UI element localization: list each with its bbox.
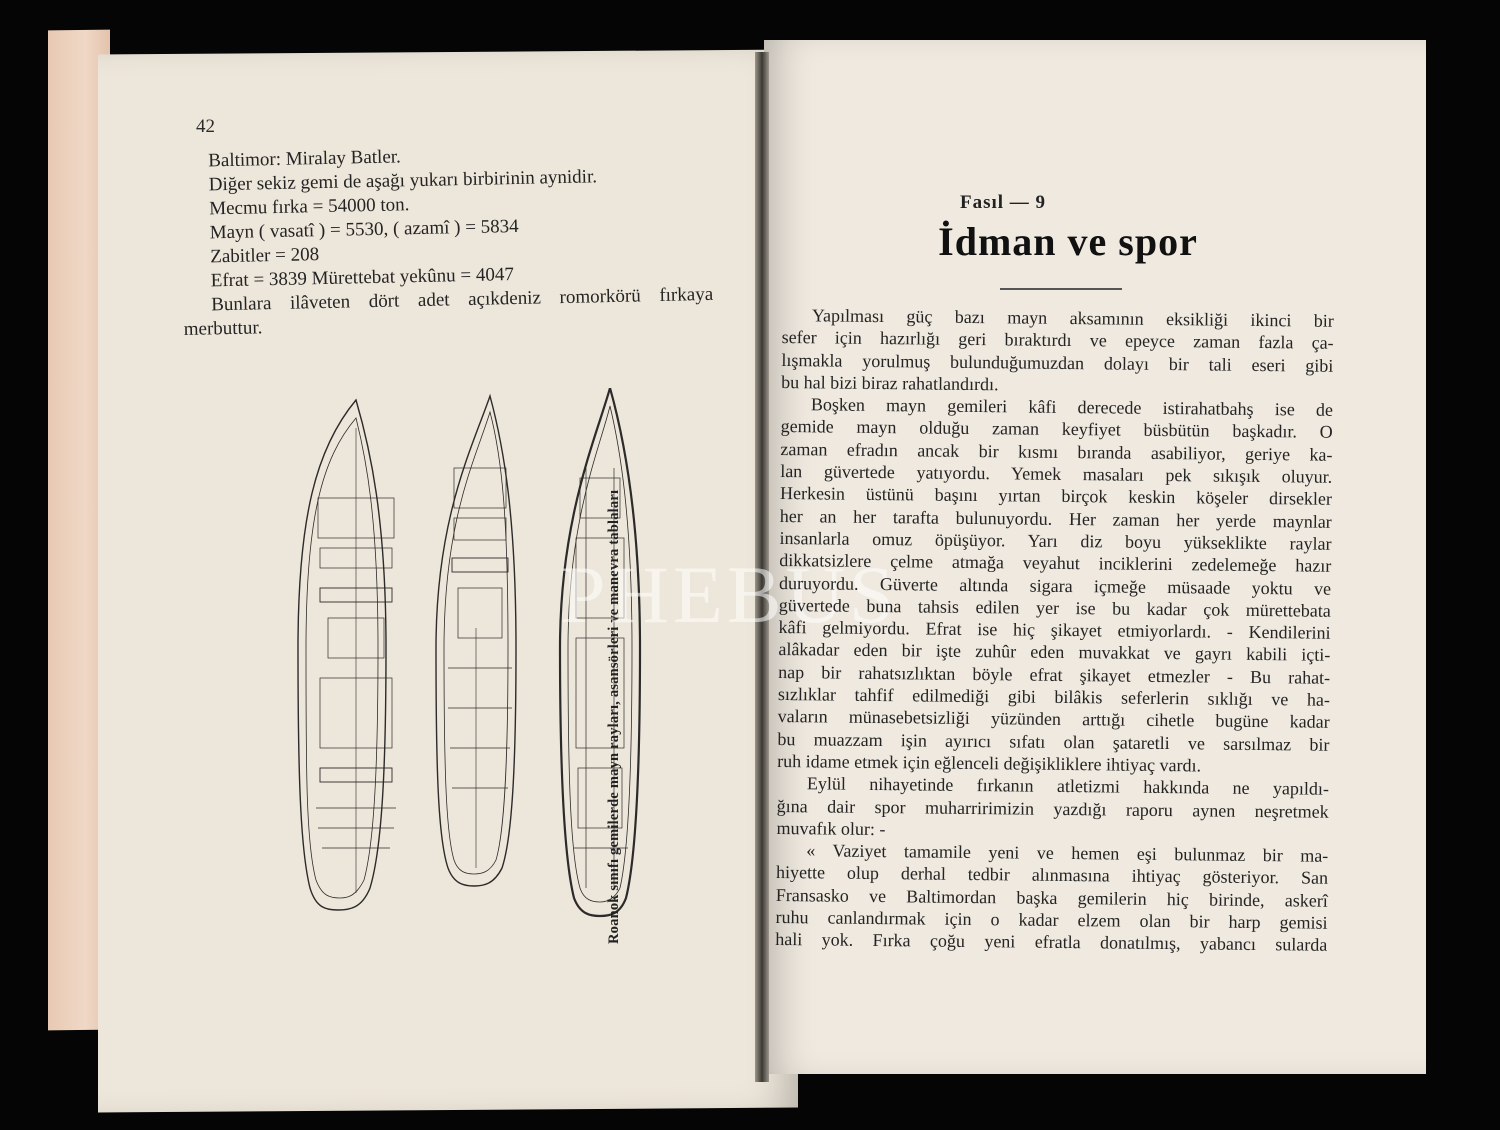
right-page-text-line: Herkesin üstünü başını yırtan birçok keskin köşeler dirsekler <box>779 483 1333 510</box>
right-page-text-line: Eylül nihayetinde fırkanın atletizmi hakkında ne yapıldı- <box>806 773 1330 799</box>
right-page-text-line: sızlıklar tahfif edilmediği gibi bilâkis seferlerin sıklığı ve ha- <box>777 684 1330 710</box>
page-number: 42 <box>196 116 215 137</box>
left-page-text-line: merbuttur. <box>183 317 263 340</box>
right-page-text-line: lan güvertede yatıyordu. Yemek masaları pek sıkışık oluyur. <box>780 461 1333 487</box>
deck-plan-3 <box>560 388 640 916</box>
chapter-label: Fasıl — 9 <box>960 192 1047 213</box>
right-page-text-line: Fransasko ve Baltimordan başka gemilerin hiç birinde, askerî <box>775 884 1328 911</box>
left-page-text-line: Efrat = 3839 Mürettebat yekûnu = 4047 <box>210 264 515 292</box>
watermark: PHEBUS <box>560 549 899 640</box>
right-page-text-line: güvertede buna tahsis edilen yer ise bu kadar çok mürettebata <box>778 594 1331 621</box>
right-page-text-line: kâfi gelmiyordu. Efrat ise hiç şikayet etmiyorlardı. - Kendilerini <box>778 617 1331 643</box>
right-page-text-line: ğına dair spor muharririmizin yazdığı raporu aynen neşretmek <box>776 795 1329 822</box>
right-page-text-line: muvafık olur: - <box>776 817 886 839</box>
right-page-text-line: sefer için hazırlığı geri bıraktırdı ve epeyce zaman fazla ça- <box>781 327 1334 354</box>
right-page-text-line: hiyette olup derhal tedbir alınmasına ihtiyaç gösteriyor. San <box>775 862 1329 889</box>
right-page-text-line: gemide mayn olduğu zaman keyfiyet büsbütün başkadır. O <box>780 416 1333 443</box>
left-page-text <box>180 139 714 342</box>
left-page-text-line: Mayn ( vasatî ) = 5530, ( azamî ) = 5834 <box>209 215 519 244</box>
right-page-text-line: her an her tarafta bulunuyordu. Her zaman her yerde maynlar <box>779 505 1332 532</box>
right-page-text-line: alâkadar eden bir işte zuhûr eden muvakkat ve gayrı kabili içti- <box>778 639 1331 666</box>
deck-plan-2 <box>436 396 516 886</box>
deck-plan-1 <box>298 400 396 910</box>
right-page-text-line: bu muazzam işin ayırıcı sıfatı olan şataretli ve sarsılmaz bir <box>777 728 1330 755</box>
right-page-text-line: nap bir rahatsızlıktan böyle efrat şikayet etmezler - Bu rahat- <box>778 661 1331 688</box>
right-page-text-line: vaların münasebetsizliği yüzünden arttığı cihetle bugüne kadar <box>777 706 1330 733</box>
right-page-text-line: insanlarla omuz öpüşüyor. Yarı diz boyu yükseklikte raylar <box>779 527 1332 554</box>
figure-caption: Roanok sınıfı gemilerde mayn rayları, asansörleri ve manevra tablaları <box>606 489 622 944</box>
right-page-text-line: zaman efradın ancak bir kısmı bıranda asabiliyor, geriye ka- <box>780 438 1333 465</box>
right-page-text <box>775 304 1334 956</box>
right-page-text-line: dikkatsizlere çelme atmağa veyahut inciklerini zedelemeğe hazır <box>779 550 1332 577</box>
right-page-text-line: lışmakla yorulmuş bulunduğumuzdan dolayı bir tali eseri gibi <box>781 349 1334 376</box>
left-page-text-line: Baltimor: Miralay Batler. <box>208 146 402 172</box>
title-rule <box>1000 288 1122 290</box>
right-page-text-line: Yapılması güç bazı mayn aksamının eksikliği ikinci bir <box>811 305 1334 331</box>
right-page-text-line: bu hal bizi biraz rahatlandırdı. <box>781 371 999 395</box>
right-page-text-line: duruyordu. Güverte altında sigara içmeğe müsaade yoktu ve <box>778 572 1332 599</box>
right-page-text-line: « Vaziyet tamamile yeni ve hemen eşi bulunmaz bir ma- <box>806 840 1329 866</box>
left-page-text-line: Bunlara ilâveten dört adet açıkdeniz romorkörü fırkaya <box>211 283 714 316</box>
left-page-text-line: Zabitler = 208 <box>210 244 320 268</box>
left-page-text-line: Mecmu fırka = 54000 ton. <box>209 194 410 220</box>
chapter-title: İdman ve spor <box>938 219 1198 264</box>
right-page-text-line: hali yok. Fırka çoğu yeni efratla donatılmış, yabancı sularda <box>775 929 1328 956</box>
right-page-text-line: ruhu canlandırmak için o kadar elzem olan bir harp gemisi <box>775 906 1328 933</box>
left-page-text-line: Diğer sekiz gemi de aşağı yukarı birbirinin aynidir. <box>208 166 598 196</box>
right-page-text-line: Boşken mayn gemileri kâfi derecede istirahatbahş ise de <box>810 394 1334 420</box>
right-page-text-line: ruh idame etmek için eğlenceli değişikliklere ihtiyaç vardı. <box>777 750 1202 776</box>
